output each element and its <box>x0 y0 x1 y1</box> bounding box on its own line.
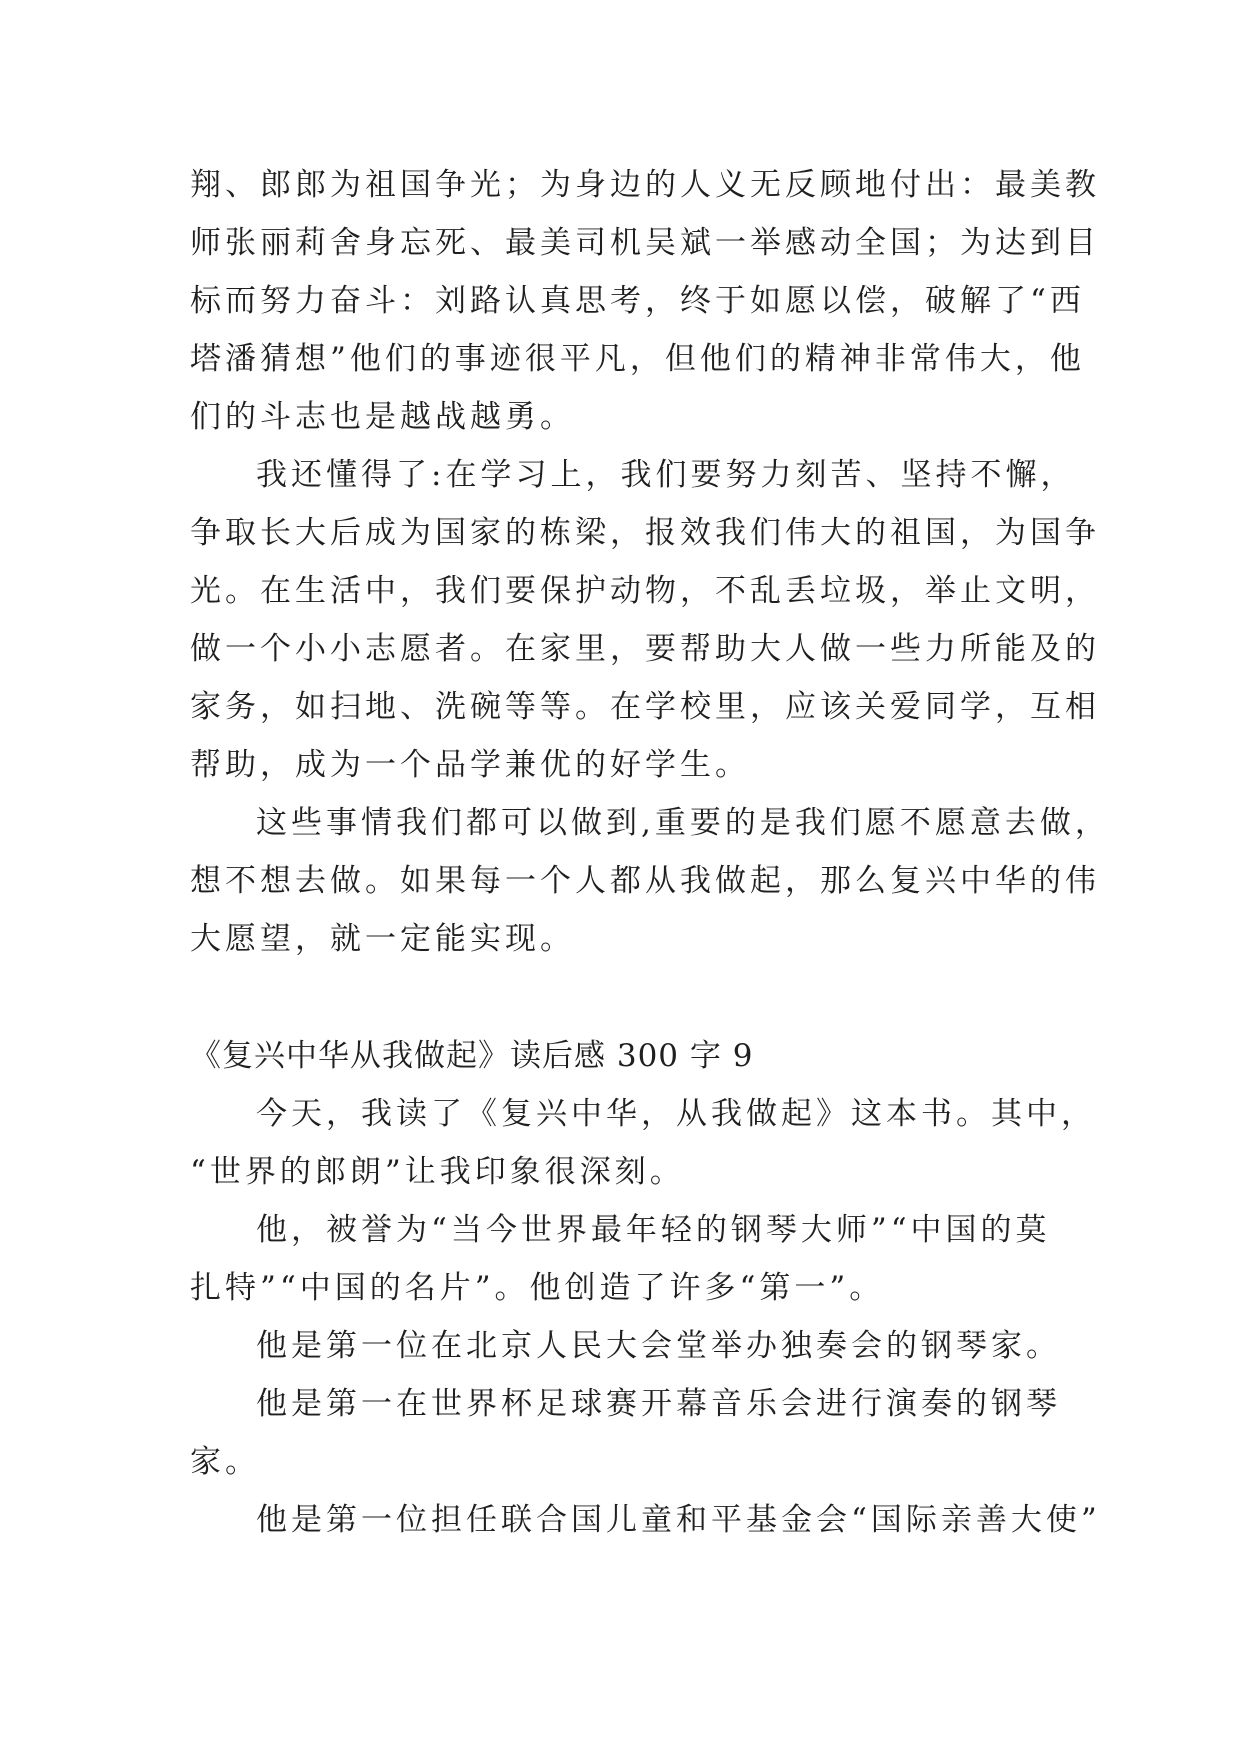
paragraph-line: 扎特”“中国的名片”。他创造了许多“第一”。 <box>190 1270 885 1306</box>
paragraph-line: 师张丽莉舍身忘死、最美司机吴斌一举感动全国；为达到目 <box>190 225 1100 261</box>
paragraph-line: 想不想去做。如果每一个人都从我做起，那么复兴中华的伟 <box>190 863 1100 899</box>
paragraph-line: 塔潘猜想”他们的事迹很平凡，但他们的精神非常伟大，他 <box>190 341 1085 377</box>
paragraph-line: 今天，我读了《复兴中华，从我做起》这本书。其中， <box>256 1096 1096 1132</box>
paragraph-line: 标而努力奋斗：刘路认真思考，终于如愿以偿，破解了“西 <box>190 283 1085 319</box>
paragraph-line: 家。 <box>190 1444 260 1480</box>
paragraph-line: “世界的郎朗”让我印象很深刻。 <box>190 1154 685 1190</box>
section-2-body <box>190 1027 1101 1549</box>
paragraph-line: 争取长大后成为国家的栋梁，报效我们伟大的祖国，为国争 <box>190 515 1100 551</box>
paragraph-line: 翔、郎郎为祖国争光；为身边的人义无反顾地付出：最美教 <box>190 167 1100 203</box>
paragraph-line: 他是第一位担任联合国儿童和平基金会“国际亲善大使” <box>256 1502 1101 1538</box>
section-1-body <box>190 156 1110 968</box>
paragraph-line: 们的斗志也是越战越勇。 <box>190 399 575 435</box>
paragraph-line: 光。在生活中，我们要保护动物，不乱丢垃圾，举止文明， <box>190 573 1100 609</box>
paragraph-line: 他，被誉为“当今世界最年轻的钢琴大师”“中国的莫 <box>256 1212 1051 1248</box>
paragraph-line: 他是第一位在北京人民大会堂举办独奏会的钢琴家。 <box>256 1328 1061 1364</box>
paragraph-line: 这些事情我们都可以做到,重要的是我们愿不愿意去做， <box>256 805 1110 841</box>
paragraph-line: 他是第一在世界杯足球赛开幕音乐会进行演奏的钢琴 <box>256 1386 1061 1422</box>
paragraph-line: 做一个小小志愿者。在家里，要帮助大人做一些力所能及的 <box>190 631 1100 667</box>
paragraph-line: 我还懂得了:在学习上，我们要努力刻苦、坚持不懈， <box>256 457 1076 493</box>
section-heading: 《复兴中华从我做起》读后感 300 字 9 <box>190 1038 754 1074</box>
paragraph-line: 大愿望，就一定能实现。 <box>190 921 575 957</box>
paragraph-line: 家务，如扫地、洗碗等等。在学校里，应该关爱同学，互相 <box>190 689 1100 725</box>
paragraph-line: 帮助，成为一个品学兼优的好学生。 <box>190 747 750 783</box>
